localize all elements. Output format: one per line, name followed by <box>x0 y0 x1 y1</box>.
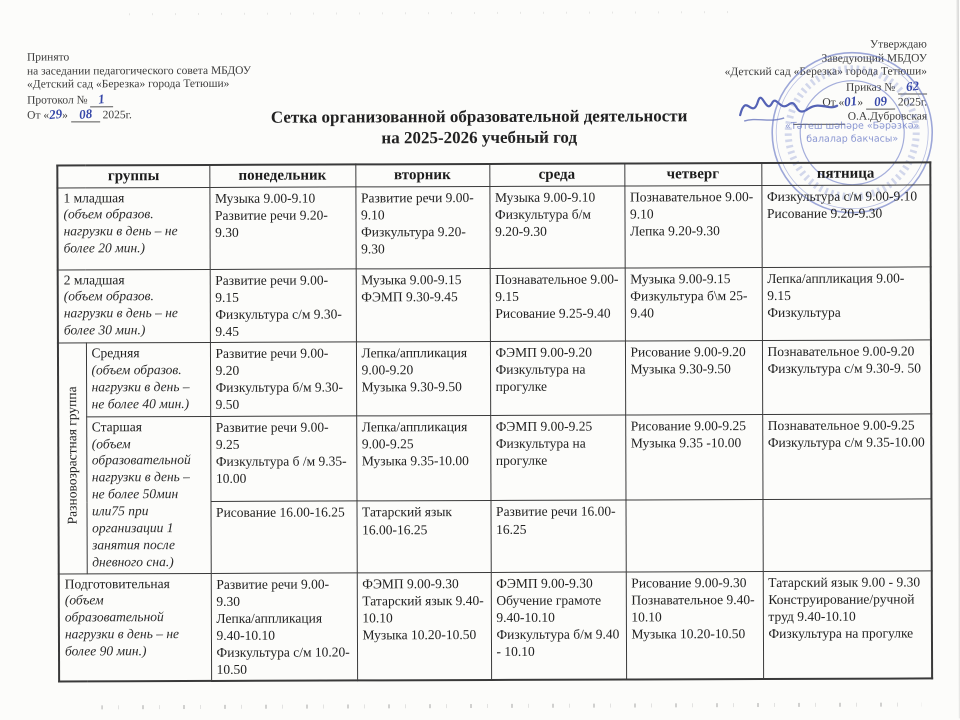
multi-age-group-label-cell <box>58 343 87 574</box>
cell-wednesday: Познавательное 9.00-9.15 Рисование 9.25-9.40 <box>490 267 625 341</box>
cell-monday: Развитие речи 9.00-9.30 Лепка/аппликация 9.40-10.10 Физкультура с/м 10.20-10.50 <box>211 572 357 681</box>
date-year: 2025г. <box>102 109 132 122</box>
scan-artifact-top <box>129 11 749 15</box>
group-name: 2 младшая <box>63 271 125 287</box>
column-header-monday: понедельник <box>209 164 355 187</box>
group-name: 1 младшая <box>63 189 125 205</box>
date-prefix: От « <box>27 109 50 122</box>
cell-wednesday-evening: Развитие речи 16.00-16.25 <box>491 500 626 572</box>
cell-tuesday: Музыка 9.00-9.15 ФЭМП 9.30-9.45 <box>356 268 490 342</box>
accepted-line: на заседании педагогического совета МБДОУ <box>26 64 251 78</box>
title-line-1: Сетка организованной образовательной деятельности <box>270 106 688 127</box>
cell-tuesday: ФЭМП 9.00-9.30 Татарский язык 9.40-10.10 Музыка 10.20-10.50 <box>357 572 491 681</box>
column-header-tuesday: вторник <box>355 164 489 186</box>
column-header-wednesday: среда <box>489 163 624 185</box>
stamp-center-text-line2: балалар бакчасы» <box>806 133 899 145</box>
column-header-groups: группы <box>57 165 209 188</box>
multi-age-group-label: Разновозрастная группа <box>64 386 80 525</box>
cell-friday: Физкультура с/м 9.00-9.10 Рисование 9.20-9.30 <box>761 184 930 267</box>
cell-wednesday: ФЭМП 9.00-9.25 Физкультура на прогулке <box>490 415 625 501</box>
cell-monday: Развитие речи 9.00-9.25 Физкультура б /м 9.35-10.00 <box>210 416 356 502</box>
group-cell <box>86 416 211 573</box>
group-name: Старшая <box>91 418 142 434</box>
date-prefix: От « <box>822 96 845 109</box>
cell-monday: Развитие речи 9.00-9.20 Физкультура б/м 9.30-9.50 <box>210 342 356 416</box>
cell-thursday: Музыка 9.00-9.15 Физкультура б\м 25-9.40 <box>625 267 762 341</box>
scan-edge-shadow <box>956 0 960 718</box>
date-year: 2025г. <box>897 96 928 109</box>
approved-line: Утверждаю <box>869 38 927 51</box>
signer-name: О.А.Дубровская <box>847 109 928 123</box>
cell-friday: Познавательное 9.00-9.20 Физкультура с/м 9.30-9. 50 <box>762 340 931 414</box>
order-label: Приказ № <box>846 81 896 94</box>
row-srednyaya <box>58 340 931 417</box>
row-2-mladshaya <box>58 266 931 343</box>
group-cell <box>86 343 210 417</box>
protocol-number-handwritten: 1 <box>97 90 106 107</box>
group-cell <box>58 269 210 343</box>
group-name: Средняя <box>91 345 140 361</box>
cell-friday-evening <box>763 499 932 571</box>
group-note: (объем образов. нагрузки в день – не более 40 мин.) <box>91 361 190 412</box>
group-cell <box>59 573 211 682</box>
cell-thursday: Рисование 9.00-9.20 Музыка 9.30-9.50 <box>625 341 762 415</box>
accepted-line: Принято <box>26 51 70 64</box>
cell-monday: Развитие речи 9.00-9.15 Физкультура с/м 9.30-9.45 <box>210 268 356 342</box>
cell-tuesday: Лепка/аппликация 9.00-9.25 Музыка 9.35-10.00 <box>356 415 490 501</box>
protocol-label: Протокол № <box>27 93 88 107</box>
cell-friday: Татарский язык 9.00 - 9.30 Конструирование/ручной труд 9.40-10.10 Физкультура на прогулке <box>763 570 932 679</box>
order-line <box>725 79 927 95</box>
cell-tuesday: Лепка/аппликация 9.00-9.20 Музыка 9.30-9.50 <box>356 342 490 416</box>
approved-line: «Детский сад «Березка» города Тетюши» <box>724 65 928 79</box>
date-close: » <box>857 96 864 109</box>
group-note: (объем образов. нагрузки в день – не более 30 мин.) <box>63 288 178 338</box>
title-line-2: на 2025-2026 учебный год <box>381 127 578 148</box>
cell-monday: Музыка 9.00-9.10 Развитие речи 9.20-9.30 <box>209 186 355 269</box>
group-note: (объем образовательной нагрузки в день – не более 50мин или75 при организации 1 занятия после дневного сна.) <box>91 435 191 569</box>
date-month-handwritten: 09 <box>873 92 888 110</box>
cell-friday: Познавательное 9.00-9.25 Физкультура с/м 9.35-10.00 <box>762 414 931 500</box>
date-close: » <box>62 109 68 122</box>
cell-wednesday: ФЭМП 9.00-9.30 Обучение грамоте 9.40-10.10 Физкультура б/м 9.40 - 10.10 <box>491 571 626 680</box>
group-name: Подготовительная <box>64 575 170 591</box>
scan-artifact-bottom <box>101 702 921 709</box>
row-podgotovitelnaya <box>59 570 932 681</box>
cell-friday: Лепка/аппликация 9.00-9.15 Физкультура <box>762 266 931 340</box>
accepted-line: «Детский сад «Березка» города Тетюши» <box>27 77 230 91</box>
stamp-center-text-line1: «Тәтеш шәһәре «Бәрәзкә» <box>784 120 920 132</box>
cell-thursday: Познавательное 9.00-9.10 Лепка 9.20-9.30 <box>624 185 761 267</box>
order-number-handwritten: 62 <box>905 77 920 94</box>
date-day-handwritten: 01 <box>843 93 859 110</box>
header-row <box>57 162 930 187</box>
row-starshaya-morning <box>58 414 931 503</box>
page-title <box>0 104 959 149</box>
cell-monday-evening: Рисование 16.00-16.25 <box>211 501 357 573</box>
cell-wednesday: ФЭМП 9.00-9.20 Физкультура на прогулке <box>490 341 625 415</box>
date-day-handwritten: 29 <box>48 105 63 123</box>
cell-thursday-evening <box>626 500 763 572</box>
cell-wednesday: Музыка 9.00-9.10 Физкультура б/м 9.20-9.30 <box>489 185 624 267</box>
date-month-handwritten: 08 <box>77 105 93 123</box>
row-1-mladshaya <box>57 184 930 269</box>
group-cell <box>57 187 209 270</box>
group-note: (объем образов. нагрузки в день – не более 20 мин.) <box>63 206 178 256</box>
column-header-thursday: четверг <box>624 163 761 185</box>
group-note: (объем образовательной нагрузки в день – не более 90 мин.) <box>64 592 180 659</box>
approved-line: Заведующий МБДОУ <box>821 51 927 65</box>
cell-thursday: Рисование 9.00-9.25 Музыка 9.35 -10.00 <box>625 414 762 500</box>
schedule-table <box>56 161 933 682</box>
column-header-friday: пятница <box>761 162 930 185</box>
cell-tuesday-evening: Татарский язык 16.00-16.25 <box>357 501 491 572</box>
cell-tuesday: Развитие речи 9.00-9.10 Физкультура 9.20-9.30 <box>355 186 489 268</box>
cell-thursday: Рисование 9.00-9.30 Познавательное 9.40-10.10 Музыка 10.20-10.50 <box>626 571 763 680</box>
